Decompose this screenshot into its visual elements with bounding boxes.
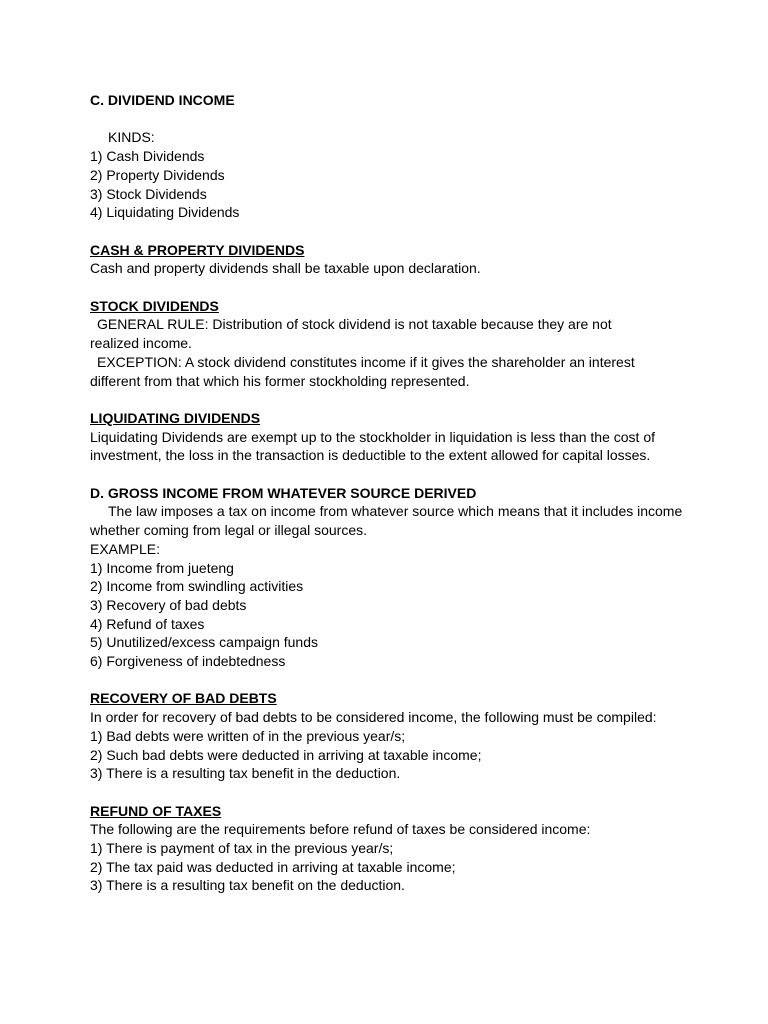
kinds-item: 3) Stock Dividends	[90, 185, 207, 202]
stock-dividends-heading: STOCK DIVIDENDS	[90, 297, 219, 314]
cash-property-text: Cash and property dividends shall be taxable upon declaration.	[90, 260, 481, 277]
refund-heading: REFUND OF TAXES	[90, 802, 222, 819]
general-rule-text: GENERAL RULE: Distribution of stock dividend is not taxable because they are not	[97, 316, 612, 333]
kinds-item: 4) Liquidating Dividends	[90, 204, 240, 221]
spacer	[90, 110, 768, 129]
spacer	[90, 783, 768, 802]
example-label: EXAMPLE:	[90, 540, 161, 557]
kinds-item: 2) Property Dividends	[90, 166, 225, 183]
spacer	[90, 465, 768, 484]
spacer	[90, 390, 768, 409]
refund-item: 2) The tax paid was deducted in arriving at taxable income;	[90, 858, 456, 875]
spacer	[90, 671, 768, 690]
refund-intro: The following are the requirements before refund of taxes be considered income:	[90, 821, 591, 838]
general-rule-text: realized income.	[90, 335, 192, 352]
spacer	[90, 222, 768, 241]
example-item: 1) Income from jueteng	[90, 559, 234, 576]
exception-text: different from that which his former stockholding represented.	[90, 372, 470, 389]
liquidating-text: Liquidating Dividends are exempt up to the stockholder in liquidation is less than the cost of	[90, 428, 656, 445]
refund-item: 1) There is payment of tax in the previous year/s;	[90, 840, 394, 857]
cash-property-heading: CASH & PROPERTY DIVIDENDS	[90, 241, 305, 258]
example-item: 6) Forgiveness of indebtedness	[90, 653, 286, 670]
section-d-text: whether coming from legal or illegal sources.	[90, 522, 368, 539]
refund-item: 3) There is a resulting tax benefit on the deduction.	[90, 877, 405, 894]
kinds-item: 1) Cash Dividends	[90, 148, 205, 165]
liquidating-dividends-heading: LIQUIDATING DIVIDENDS	[90, 409, 261, 426]
example-item: 3) Recovery of bad debts	[90, 596, 247, 613]
liquidating-text: investment, the loss in the transaction is deductible to the extent allowed for capital losses.	[90, 447, 651, 464]
bad-debts-item: 1) Bad debts were written of in the previous year/s;	[90, 727, 406, 744]
exception-text: EXCEPTION: A stock dividend constitutes income if it gives the shareholder an interest	[97, 353, 635, 370]
bad-debts-item: 2) Such bad debts were deducted in arriving at taxable income;	[90, 746, 482, 763]
spacer	[90, 278, 768, 297]
bad-debts-item: 3) There is a resulting tax benefit in the deduction.	[90, 765, 401, 782]
section-d-heading: D. GROSS INCOME FROM WHATEVER SOURCE DERIVED	[90, 484, 477, 501]
section-d-text: The law imposes a tax on income from whatever source which means that it includes income	[108, 503, 683, 520]
example-item: 5) Unutilized/excess campaign funds	[90, 634, 319, 651]
kinds-label: KINDS:	[108, 129, 155, 146]
example-item: 2) Income from swindling activities	[90, 578, 304, 595]
example-item: 4) Refund of taxes	[90, 615, 205, 632]
section-c-heading: C. DIVIDEND INCOME	[90, 92, 235, 108]
bad-debts-intro: In order for recovery of bad debts to be considered income, the following must be compiled:	[90, 709, 657, 726]
bad-debts-heading: RECOVERY OF BAD DEBTS	[90, 690, 277, 707]
